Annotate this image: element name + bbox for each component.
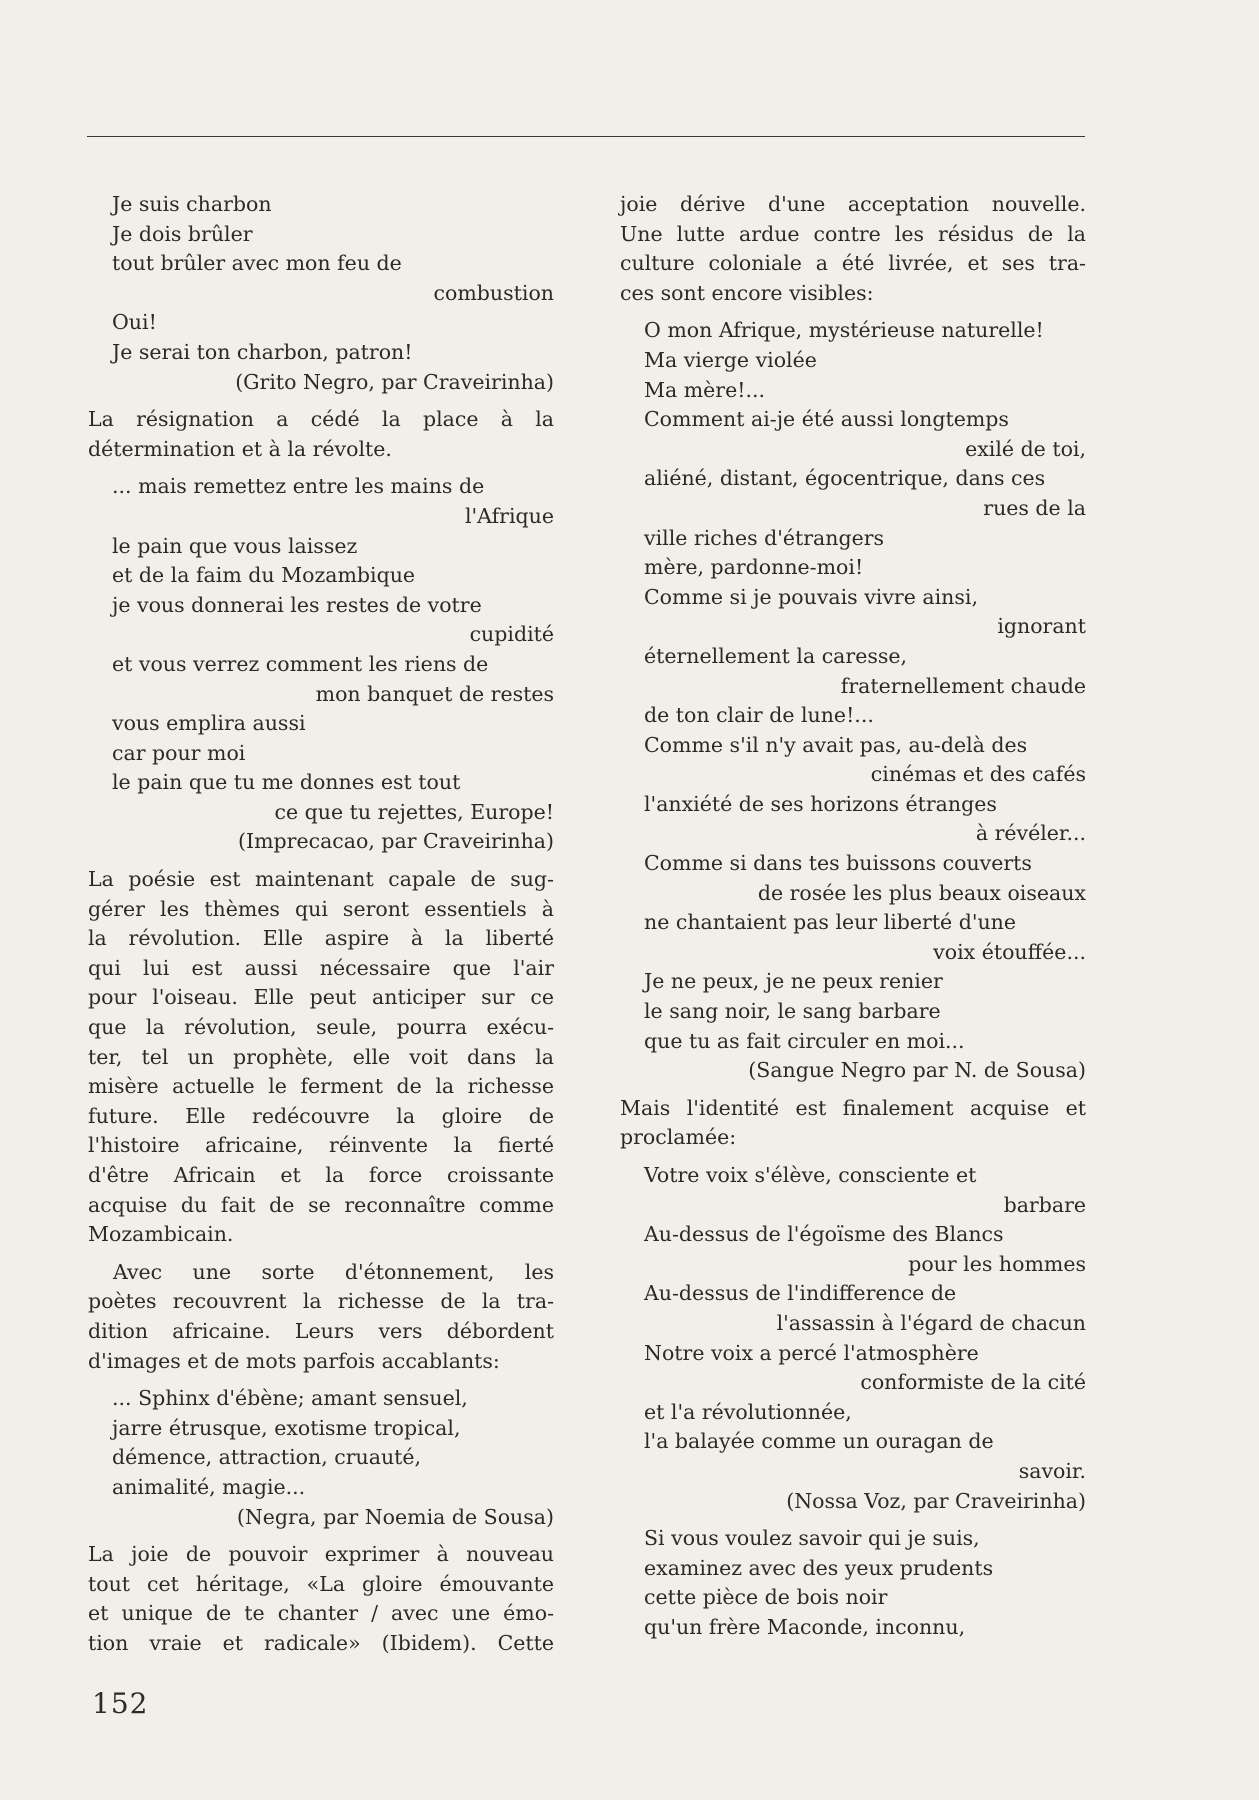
verse-line: cupidité <box>469 622 554 647</box>
verse-line: Oui! <box>112 310 157 335</box>
verse-line: Si vous voulez savoir qui je suis, <box>644 1526 980 1551</box>
paragraph-line: Mozambicain. <box>88 1222 234 1247</box>
block-gap <box>88 1532 554 1540</box>
verse-line: car pour moi <box>112 740 246 765</box>
paragraph-line: La poésie est maintenant capale de sug- <box>88 867 554 892</box>
verse-line: qu'un frère Maconde, inconnu, <box>644 1614 966 1639</box>
paragraph-line: Une lutte ardue contre les résidus de la <box>620 221 1086 246</box>
verse-line: voix étouffée... <box>933 939 1086 964</box>
verse-line: de ton clair de lune!... <box>644 703 874 728</box>
verse-line: combustion <box>433 280 554 305</box>
verse-quote <box>88 190 554 397</box>
verse-line: savoir. <box>1018 1458 1086 1483</box>
paragraph-line: tion vraie et radicale» (Ibidem). Cette <box>88 1630 554 1655</box>
paragraph-line: l'histoire africaine, réinvente la fierté <box>88 1133 554 1158</box>
paragraph <box>620 190 1086 308</box>
verse-line: Comment ai-je été aussi longtemps <box>644 407 1009 432</box>
verse-line: de rosée les plus beaux oiseaux <box>757 880 1086 905</box>
verse-line: éternellement la caresse, <box>644 643 908 668</box>
verse-line: pour les hommes <box>908 1251 1086 1276</box>
verse-line: (Nossa Voz, par Craveirinha) <box>786 1488 1086 1513</box>
verse-line: Comme si dans tes buissons couverts <box>644 851 1032 876</box>
paragraph-line: pour l'oiseau. Elle peut anticiper sur ce <box>88 985 554 1010</box>
verse-line: ce que tu rejettes, Europe! <box>274 799 554 824</box>
verse-line: Au-dessus de l'égoïsme des Blancs <box>644 1222 1004 1247</box>
paragraph-line: détermination et à la révolte. <box>88 436 392 461</box>
verse-line: Notre voix a percé l'atmosphère <box>644 1340 979 1365</box>
paragraph-line: proclamée: <box>620 1125 737 1150</box>
verse-line: Ma mère!... <box>644 377 766 402</box>
paragraph-line: ces sont encore visibles: <box>620 280 874 305</box>
paragraph-line: misère actuelle le ferment de la richesse <box>88 1074 554 1099</box>
paragraph-line: La résignation a cédé la place à la <box>88 407 554 432</box>
block-gap <box>620 1153 1086 1161</box>
block-gap <box>88 1376 554 1384</box>
verse-line: (Negra, par Noemia de Sousa) <box>236 1504 554 1529</box>
right-column <box>620 190 1086 1643</box>
verse-line: je vous donnerai les restes de votre <box>112 592 482 617</box>
verse-line: exilé de toi, <box>965 436 1086 461</box>
verse-quote <box>620 316 1086 1085</box>
verse-quote <box>620 1524 1086 1642</box>
verse-line: ... mais remettez entre les mains de <box>112 474 485 499</box>
paragraph <box>620 1094 1086 1153</box>
header-rule <box>87 136 1085 137</box>
verse-line: ne chantaient pas leur liberté d'une <box>644 910 1017 935</box>
verse-line: Je ne peux, je ne peux renier <box>644 969 943 994</box>
paragraph <box>88 1258 554 1376</box>
verse-quote <box>88 472 554 857</box>
block-gap <box>620 308 1086 316</box>
paragraph-line: ter, tel un prophète, elle voit dans la <box>88 1044 554 1069</box>
paragraph-line: future. Elle redécouvre la gloire de <box>88 1103 554 1128</box>
paragraph-line: dition africaine. Leurs vers débordent <box>88 1318 554 1343</box>
verse-line: conformiste de la cité <box>860 1370 1086 1395</box>
paragraph-line: La joie de pouvoir exprimer à nouveau <box>88 1542 554 1567</box>
verse-line: (Imprecacao, par Craveirinha) <box>238 829 554 854</box>
verse-line: mon banquet de restes <box>315 681 554 706</box>
verse-line: ville riches d'étrangers <box>644 525 885 550</box>
paragraph <box>88 405 554 464</box>
verse-line: (Grito Negro, par Craveirinha) <box>235 369 554 394</box>
verse-line: Au-dessus de l'indifference de <box>644 1281 957 1306</box>
verse-line: Comme si je pouvais vivre ainsi, <box>644 584 978 609</box>
verse-line: cette pièce de bois noir <box>644 1585 888 1610</box>
paragraph-line: d'images et de mots parfois accablants: <box>88 1348 500 1373</box>
paragraph-line: la révolution. Elle aspire à la liberté <box>88 926 554 951</box>
verse-line: Ma vierge violée <box>644 347 817 372</box>
page-number: 152 <box>92 1687 149 1720</box>
verse-line: vous emplira aussi <box>112 711 306 736</box>
paragraph-line: Avec une sorte d'étonnement, les <box>113 1259 554 1284</box>
verse-line: l'assassin à l'égard de chacun <box>776 1310 1086 1335</box>
verse-line: ... Sphinx d'ébène; amant sensuel, <box>112 1386 468 1411</box>
verse-line: animalité, magie... <box>112 1474 306 1499</box>
block-gap <box>88 397 554 405</box>
verse-quote <box>88 1384 554 1532</box>
verse-line: (Sangue Negro par N. de Sousa) <box>748 1058 1086 1083</box>
block-gap <box>620 1516 1086 1524</box>
block-gap <box>88 464 554 472</box>
verse-line: ignorant <box>997 614 1086 639</box>
verse-line: Je serai ton charbon, patron! <box>112 339 413 364</box>
paragraph <box>88 865 554 1250</box>
paragraph-line: acquise du fait de se reconnaître comme <box>88 1192 554 1217</box>
verse-line: l'Afrique <box>464 503 554 528</box>
verse-line: O mon Afrique, mystérieuse naturelle! <box>644 318 1044 343</box>
verse-line: et de la faim du Mozambique <box>112 563 416 588</box>
left-column <box>88 190 554 1659</box>
verse-line: Comme s'il n'y avait pas, au-delà des <box>644 732 1028 757</box>
verse-line: rues de la <box>983 495 1086 520</box>
verse-line: démence, attraction, cruauté, <box>112 1445 422 1470</box>
verse-line: aliéné, distant, égocentrique, dans ces <box>644 466 1046 491</box>
verse-line: le pain que vous laissez <box>112 533 358 558</box>
paragraph-line: culture coloniale a été livrée, et ses tra- <box>620 251 1086 276</box>
verse-line: et l'a révolutionnée, <box>644 1399 852 1424</box>
paragraph <box>88 1540 554 1658</box>
paragraph-line: joie dérive d'une acceptation nouvelle. <box>620 192 1086 216</box>
paragraph-line: et unique de te chanter / avec une émo- <box>88 1601 554 1626</box>
paragraph-line: d'être Africain et la force croissante <box>88 1163 554 1187</box>
paragraph-line: gérer les thèmes qui seront essentiels à <box>88 896 554 921</box>
block-gap <box>88 1250 554 1258</box>
verse-line: tout brûler avec mon feu de <box>112 251 402 276</box>
verse-line: à révéler... <box>975 821 1086 846</box>
verse-line: mère, pardonne-moi! <box>644 555 864 580</box>
paragraph-line: poètes recouvrent la richesse de la tra- <box>88 1289 554 1314</box>
verse-line: l'anxiété de ses horizons étranges <box>644 791 997 816</box>
verse-line: l'a balayée comme un ouragan de <box>644 1429 994 1454</box>
paragraph-line: tout cet héritage, «La gloire émouvante <box>88 1571 554 1596</box>
verse-line: Je suis charbon <box>112 192 272 216</box>
verse-line: Votre voix s'élève, consciente et <box>644 1163 977 1187</box>
verse-line: jarre étrusque, exotisme tropical, <box>112 1415 461 1440</box>
verse-line: le sang noir, le sang barbare <box>644 999 941 1024</box>
verse-quote <box>620 1161 1086 1516</box>
paragraph-line: que la révolution, seule, pourra exécu- <box>88 1015 554 1040</box>
verse-line: et vous verrez comment les riens de <box>112 651 489 676</box>
verse-line: Je dois brûler <box>112 221 253 246</box>
block-gap <box>620 1086 1086 1094</box>
block-gap <box>88 857 554 865</box>
paragraph-line: Mais l'identité est finalement acquise et <box>620 1095 1086 1120</box>
verse-line: fraternellement chaude <box>840 673 1086 698</box>
paragraph-line: qui lui est aussi nécessaire que l'air <box>88 955 554 980</box>
verse-line: cinémas et des cafés <box>870 762 1086 787</box>
verse-line: que tu as fait circuler en moi... <box>644 1028 965 1053</box>
verse-line: examinez avec des yeux prudents <box>644 1555 994 1580</box>
verse-line: le pain que tu me donnes est tout <box>112 770 461 795</box>
verse-line: barbare <box>1003 1192 1086 1217</box>
